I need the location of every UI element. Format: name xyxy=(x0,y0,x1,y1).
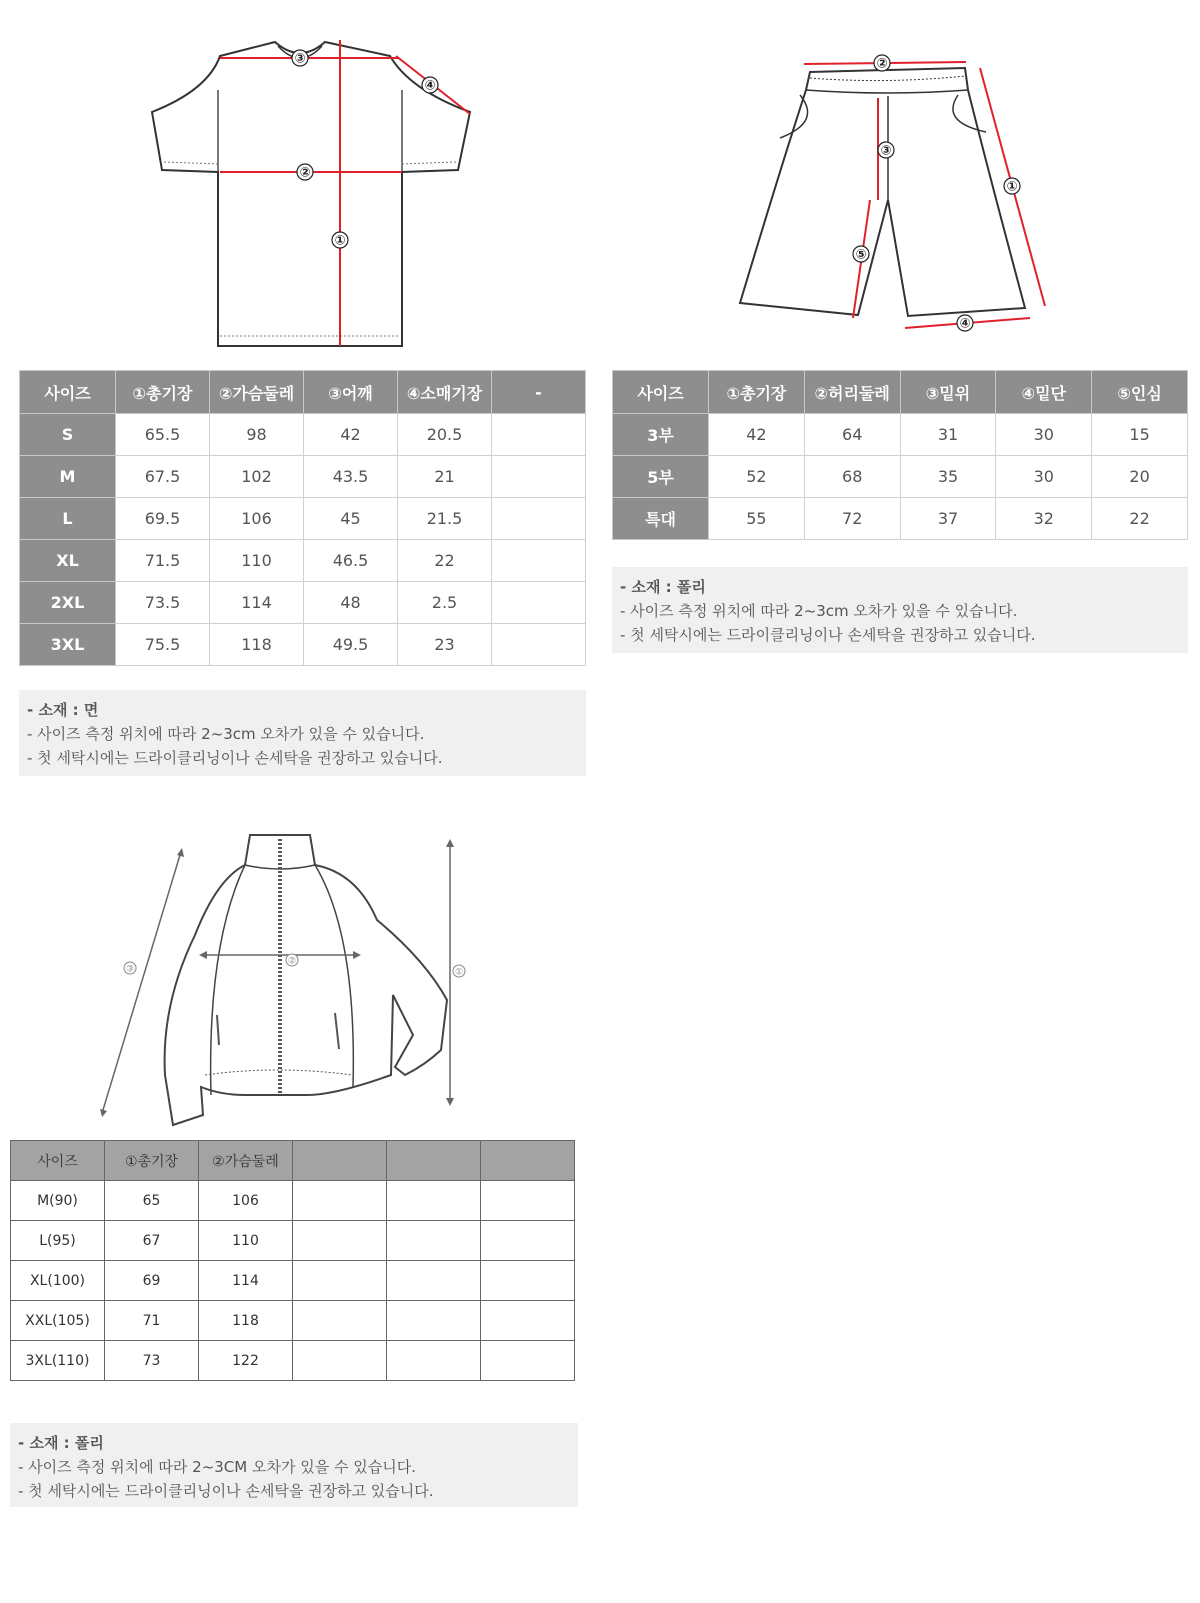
header-cell: - xyxy=(492,371,586,414)
table-row xyxy=(613,498,1188,540)
table-cell: 30 xyxy=(996,414,1092,456)
shorts-diagram xyxy=(740,50,1070,350)
header-cell: ①총기장 xyxy=(105,1141,199,1181)
table-cell xyxy=(293,1261,387,1301)
jacket-label-2 xyxy=(286,954,298,967)
svg-text:③: ③ xyxy=(125,964,135,975)
jacket-diagram xyxy=(95,825,485,1145)
size-cell: L(95) xyxy=(11,1221,105,1261)
size-cell: 특대 xyxy=(613,498,709,540)
table-cell: 67.5 xyxy=(116,456,210,498)
header-cell xyxy=(387,1141,481,1181)
table-cell: 48 xyxy=(304,582,398,624)
table-cell: 73 xyxy=(105,1341,199,1381)
wash-note: - 첫 세탁시에는 드라이클리닝이나 손세탁을 권장하고 있습니다. xyxy=(18,1482,434,1500)
material-note: - 소재 : 면 xyxy=(27,701,99,719)
table-header-row xyxy=(20,371,586,414)
svg-text:④: ④ xyxy=(424,78,436,94)
table-cell: 69 xyxy=(105,1261,199,1301)
table-cell xyxy=(387,1341,481,1381)
table-cell: 122 xyxy=(199,1341,293,1381)
tshirt-notes xyxy=(19,690,586,776)
table-row xyxy=(613,414,1188,456)
table-row xyxy=(11,1301,575,1341)
measure-note: - 사이즈 측정 위치에 따라 2~3cm 오차가 있을 수 있습니다. xyxy=(27,725,425,743)
table-header-row xyxy=(613,371,1188,414)
svg-text:②: ② xyxy=(287,956,297,967)
header-cell xyxy=(481,1141,575,1181)
header-cell: ①총기장 xyxy=(116,371,210,414)
wash-note: - 첫 세탁시에는 드라이클리닝이나 손세탁을 권장하고 있습니다. xyxy=(620,626,1036,644)
tshirt-label-2 xyxy=(297,164,313,181)
table-cell: 68 xyxy=(804,456,900,498)
shorts-label-2 xyxy=(874,55,890,72)
shorts-label-3 xyxy=(878,142,894,159)
svg-text:①: ① xyxy=(334,233,346,249)
table-row xyxy=(20,414,586,456)
header-cell: ⑤인심 xyxy=(1092,371,1188,414)
table-cell: 20.5 xyxy=(398,414,492,456)
table-cell: 67 xyxy=(105,1221,199,1261)
table-cell xyxy=(492,414,586,456)
table-cell: 20 xyxy=(1092,456,1188,498)
jacket-label-1 xyxy=(453,965,465,978)
table-cell: 32 xyxy=(996,498,1092,540)
table-cell xyxy=(387,1301,481,1341)
header-cell: ④밑단 xyxy=(996,371,1092,414)
size-cell: M xyxy=(20,456,116,498)
svg-text:③: ③ xyxy=(880,143,892,159)
svg-text:⑤: ⑤ xyxy=(855,247,867,263)
table-row xyxy=(11,1261,575,1301)
header-cell: ②허리둘레 xyxy=(804,371,900,414)
size-cell: 5부 xyxy=(613,456,709,498)
tshirt-size-table xyxy=(19,370,586,666)
size-cell: XXL(105) xyxy=(11,1301,105,1341)
table-cell: 98 xyxy=(210,414,304,456)
svg-text:②: ② xyxy=(299,165,311,181)
table-cell: 22 xyxy=(1092,498,1188,540)
table-cell: 23 xyxy=(398,624,492,666)
shorts-label-1 xyxy=(1004,178,1020,195)
table-row xyxy=(20,456,586,498)
table-cell: 55 xyxy=(709,498,805,540)
table-cell: 110 xyxy=(210,540,304,582)
table-cell: 49.5 xyxy=(304,624,398,666)
header-cell: ③어깨 xyxy=(304,371,398,414)
measure-note: - 사이즈 측정 위치에 따라 2~3cm 오차가 있을 수 있습니다. xyxy=(620,602,1018,620)
shorts-outline xyxy=(740,68,1025,316)
table-row xyxy=(11,1341,575,1381)
header-cell: 사이즈 xyxy=(613,371,709,414)
shorts-size-table xyxy=(612,370,1188,540)
table-cell: 118 xyxy=(199,1301,293,1341)
tshirt-label-1 xyxy=(332,232,348,249)
size-cell: 3부 xyxy=(613,414,709,456)
wash-note: - 첫 세탁시에는 드라이클리닝이나 손세탁을 권장하고 있습니다. xyxy=(27,749,443,767)
table-cell: 45 xyxy=(304,498,398,540)
table-cell xyxy=(492,456,586,498)
header-cell: ③밑위 xyxy=(900,371,996,414)
table-cell: 75.5 xyxy=(116,624,210,666)
table-cell: 69.5 xyxy=(116,498,210,540)
header-cell: ④소매기장 xyxy=(398,371,492,414)
table-row xyxy=(20,624,586,666)
header-cell: ②가슴둘레 xyxy=(199,1141,293,1181)
jacket-notes xyxy=(10,1423,578,1507)
table-row xyxy=(20,498,586,540)
table-cell: 114 xyxy=(199,1261,293,1301)
table-cell: 43.5 xyxy=(304,456,398,498)
table-cell: 30 xyxy=(996,456,1092,498)
size-cell: S xyxy=(20,414,116,456)
table-cell xyxy=(293,1181,387,1221)
table-cell xyxy=(481,1261,575,1301)
header-cell xyxy=(293,1141,387,1181)
table-row xyxy=(20,540,586,582)
measure-note: - 사이즈 측정 위치에 따라 2~3CM 오차가 있을 수 있습니다. xyxy=(18,1458,416,1476)
table-cell: 42 xyxy=(709,414,805,456)
table-cell xyxy=(481,1341,575,1381)
table-cell: 52 xyxy=(709,456,805,498)
header-cell: 사이즈 xyxy=(20,371,116,414)
table-cell xyxy=(492,498,586,540)
table-header-row xyxy=(11,1141,575,1181)
size-cell: L xyxy=(20,498,116,540)
table-cell: 72 xyxy=(804,498,900,540)
table-cell: 37 xyxy=(900,498,996,540)
table-cell xyxy=(387,1221,481,1261)
size-cell: XL(100) xyxy=(11,1261,105,1301)
table-cell: 118 xyxy=(210,624,304,666)
table-cell xyxy=(293,1301,387,1341)
header-cell: ②가슴둘레 xyxy=(210,371,304,414)
table-row xyxy=(11,1181,575,1221)
size-cell: 2XL xyxy=(20,582,116,624)
svg-text:①: ① xyxy=(1006,179,1018,195)
shorts-label-4 xyxy=(957,315,973,332)
table-row xyxy=(20,582,586,624)
table-cell: 2.5 xyxy=(398,582,492,624)
table-cell: 22 xyxy=(398,540,492,582)
table-cell: 106 xyxy=(210,498,304,540)
tshirt-label-4 xyxy=(422,77,438,94)
header-cell: ①총기장 xyxy=(709,371,805,414)
table-cell xyxy=(481,1181,575,1221)
table-cell: 21 xyxy=(398,456,492,498)
table-cell: 42 xyxy=(304,414,398,456)
svg-text:③: ③ xyxy=(294,51,306,67)
table-cell xyxy=(492,540,586,582)
tshirt-diagram xyxy=(140,30,480,360)
svg-text:①: ① xyxy=(454,967,464,978)
shorts-notes xyxy=(612,567,1188,653)
table-cell xyxy=(293,1221,387,1261)
header-cell: 사이즈 xyxy=(11,1141,105,1181)
shorts-label-5 xyxy=(853,246,869,263)
table-cell: 21.5 xyxy=(398,498,492,540)
table-cell: 64 xyxy=(804,414,900,456)
material-note: - 소재 : 폴리 xyxy=(620,578,706,596)
table-cell: 106 xyxy=(199,1181,293,1221)
table-cell: 65 xyxy=(105,1181,199,1221)
table-cell xyxy=(387,1181,481,1221)
table-cell: 65.5 xyxy=(116,414,210,456)
table-cell: 110 xyxy=(199,1221,293,1261)
jacket-label-3 xyxy=(124,962,136,975)
table-cell xyxy=(387,1261,481,1301)
size-cell: M(90) xyxy=(11,1181,105,1221)
size-cell: XL xyxy=(20,540,116,582)
table-cell: 71.5 xyxy=(116,540,210,582)
table-cell xyxy=(481,1301,575,1341)
table-cell: 31 xyxy=(900,414,996,456)
material-note: - 소재 : 폴리 xyxy=(18,1434,104,1452)
table-cell xyxy=(481,1221,575,1261)
svg-text:④: ④ xyxy=(959,316,971,332)
size-cell: 3XL xyxy=(20,624,116,666)
table-cell xyxy=(492,624,586,666)
tshirt-label-3 xyxy=(292,50,308,67)
table-cell: 73.5 xyxy=(116,582,210,624)
table-cell: 15 xyxy=(1092,414,1188,456)
svg-text:②: ② xyxy=(876,56,888,72)
table-cell: 114 xyxy=(210,582,304,624)
table-row xyxy=(11,1221,575,1261)
table-cell: 35 xyxy=(900,456,996,498)
table-cell: 46.5 xyxy=(304,540,398,582)
jacket-outline xyxy=(165,835,447,1125)
size-cell: 3XL(110) xyxy=(11,1341,105,1381)
table-row xyxy=(613,456,1188,498)
table-cell: 102 xyxy=(210,456,304,498)
table-cell: 71 xyxy=(105,1301,199,1341)
table-cell xyxy=(492,582,586,624)
jacket-size-table xyxy=(10,1140,575,1381)
table-cell xyxy=(293,1341,387,1381)
